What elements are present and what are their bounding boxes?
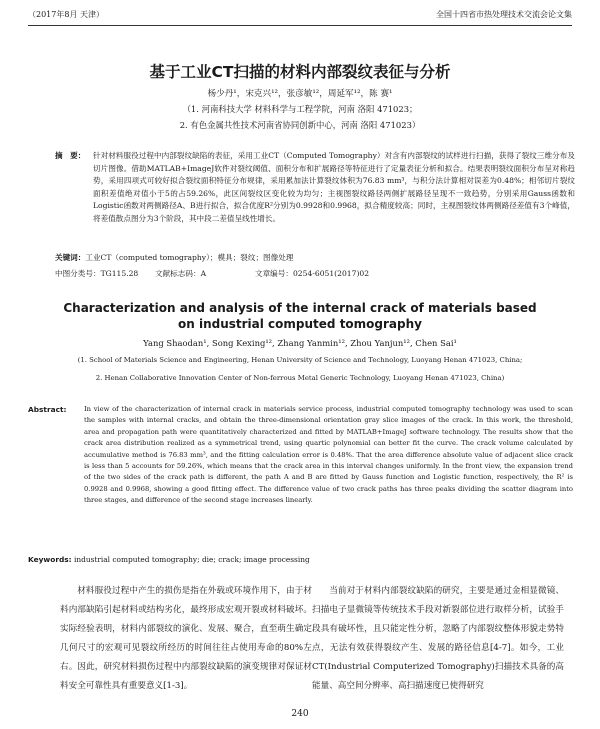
keywords-text-en: industrial computed tomography; die; crack; image processing: [73, 555, 310, 564]
affiliation-cn-2: 2. 有色金属共性技术河南省协同创新中心，河南 洛阳 471023）: [179, 120, 421, 130]
article-number-label: 文章编号：: [255, 269, 293, 278]
keywords-english: [28, 555, 310, 564]
title-chinese: 基于工业CT扫描的材料内部裂纹表征与分析: [149, 63, 451, 81]
body-column-right: [312, 582, 564, 696]
clc-label: 中图分类号：: [55, 269, 101, 278]
keywords-text-cn: 工业CT（computed tomography）；模具；裂纹；图像处理: [85, 253, 294, 262]
body-paragraph-left: 材料服役过程中产生的损伤是指在外载或环境作用下，由于材料内部缺陷引起材料或结构劣化，最终形成宏观开裂或材料破坏。实际经验表明，材料内部裂纹的演化、发展、聚合，直至萌生确定几何尺寸的宏观可见裂纹所经历的时间往往占使用寿命的80%左右。因此，研究材料损伤过程中内部裂纹缺陷的演变规律对保证材料安全可靠性具有重要意义[1-3]。: [60, 586, 312, 691]
affiliation-en-1: (1. School of Materials Science and Engineering, Henan University of Science and Technology, Luoyang Henan 471023, China;: [77, 356, 523, 364]
authors-chinese: 杨少丹¹，宋克兴¹²，张彦敏¹²，周延军¹²，陈 赛¹: [207, 89, 393, 99]
article-number: 0254-6051(2017)02: [292, 269, 370, 278]
authors-english: Yang Shaodan¹, Song Kexing¹², Zhang Yanmin¹², Zhou Yanjun¹², Chen Sai¹: [143, 338, 457, 348]
abstract-text-en: In view of the characterization of internal crack in materials service process, industrial computed tomography technology was used to scan the samples with internal cracks, and obtain the three-dimensional orientation gray slice images of the crack. In this work, the threshold, area and propagation path were quantitatively characterized and fitted by MATLAB+ImageJ software technology. The results show that the crack area distribution realized as a symmetrical trend, using quartic polynomial can better fit the curve. The crack volume calculated by accumulative method is 76.83 mm³, and the fitting calculation error is 0.48%. That the area difference absolute value of adjacent slice crack is less than 5 accounts for 59.26%, which means that the crack area in this interval changes uniformly. In the front view, the expansion trend of the two sides of the crack path is different, the path A and B are fitted by Gauss function and Logistic function, respectively, the R² is 0.9928 and 0.9968, showing a good fitting effect. The difference value of two crack paths has three peaks dividing the scatter diagram into three stages, and difference of the second stage increases linearly.: [84, 405, 573, 505]
body-column-left: [60, 582, 312, 696]
abstract-english: [28, 404, 573, 507]
keywords-label-en: Keywords:: [28, 555, 72, 564]
affiliation-en-2: 2. Henan Collaborative Innovation Center of Non-ferrous Metal Generic Technology, Luoyang Henan 471023, China): [95, 374, 505, 382]
title-english: Characterization and analysis of the internal crack of materials based on industrial computed tomography: [63, 301, 537, 331]
doc-code-label: 文献标志码：: [155, 269, 201, 278]
abstract-label-cn: 摘 要：: [55, 151, 86, 160]
keywords-label-cn: 关键词：: [55, 253, 86, 262]
header-rule: [28, 25, 572, 26]
header-right: 全国十四省市热处理技术交流会论文集: [436, 10, 572, 19]
clc-number: TG115.28: [100, 269, 139, 278]
classification-row: [55, 268, 370, 279]
page-number: 240: [291, 709, 309, 719]
keywords-chinese: [55, 252, 293, 263]
abstract-text-cn: 针对材料服役过程中内部裂纹缺陷的表征，采用工业CT（Computed Tomography）对含有内部裂纹的试样进行扫描，获得了裂纹三维分布及切片图像。借助MATLAB+ImageJ软件对裂纹阈值、面积分布和扩展路径等特征进行了定量表征分析和拟合。结果表明裂纹面积分布呈对称趋势，采用四项式可较好拟合裂纹面积特征分布规律，采用累加法计算裂纹体积为76.83 mm³，与积分法计算相对误差为0.48%；相邻切片裂纹面积差值绝对值小于5的占59.26%，此区间裂纹区变化较为均匀；主视图裂纹路径两侧扩展路径呈现不一致趋势，分别采用Gauss函数和Logistic函数对两侧路径A、B进行拟合，拟合优度R²分别为0.9928和0.9968，拟合精度较高；同时，主视图裂纹体两侧路径差值有3个峰值，将差值散点图分为3个阶段，其中段二差值呈线性增长。: [93, 151, 575, 223]
body-paragraph-right: 当前对于材料内部裂纹缺陷的研究，主要是通过金相显微镜、扫描电子显微镜等传统技术手段对新裂部位进行取样分析，试验手段具有破坏性，且只能定性分析，忽略了内部裂纹整体形貌走势特点，无法有效获得裂纹产生、发展的路径信息[4-7]。如今，工业CT(Industrial Computerized Tomography)扫描技术具备的高能量、高空间分辨率、高扫描速度已使得研究: [312, 586, 564, 691]
header-left: （2017年8月 天津）: [28, 10, 104, 19]
doc-code: A: [200, 269, 207, 278]
running-header: [28, 9, 572, 23]
affiliation-cn-1: （1. 河南科技大学 材料科学与工程学院，河南 洛阳 471023；: [182, 104, 418, 114]
abstract-label-en: Abstract:: [28, 405, 67, 414]
abstract-chinese: [55, 150, 575, 226]
